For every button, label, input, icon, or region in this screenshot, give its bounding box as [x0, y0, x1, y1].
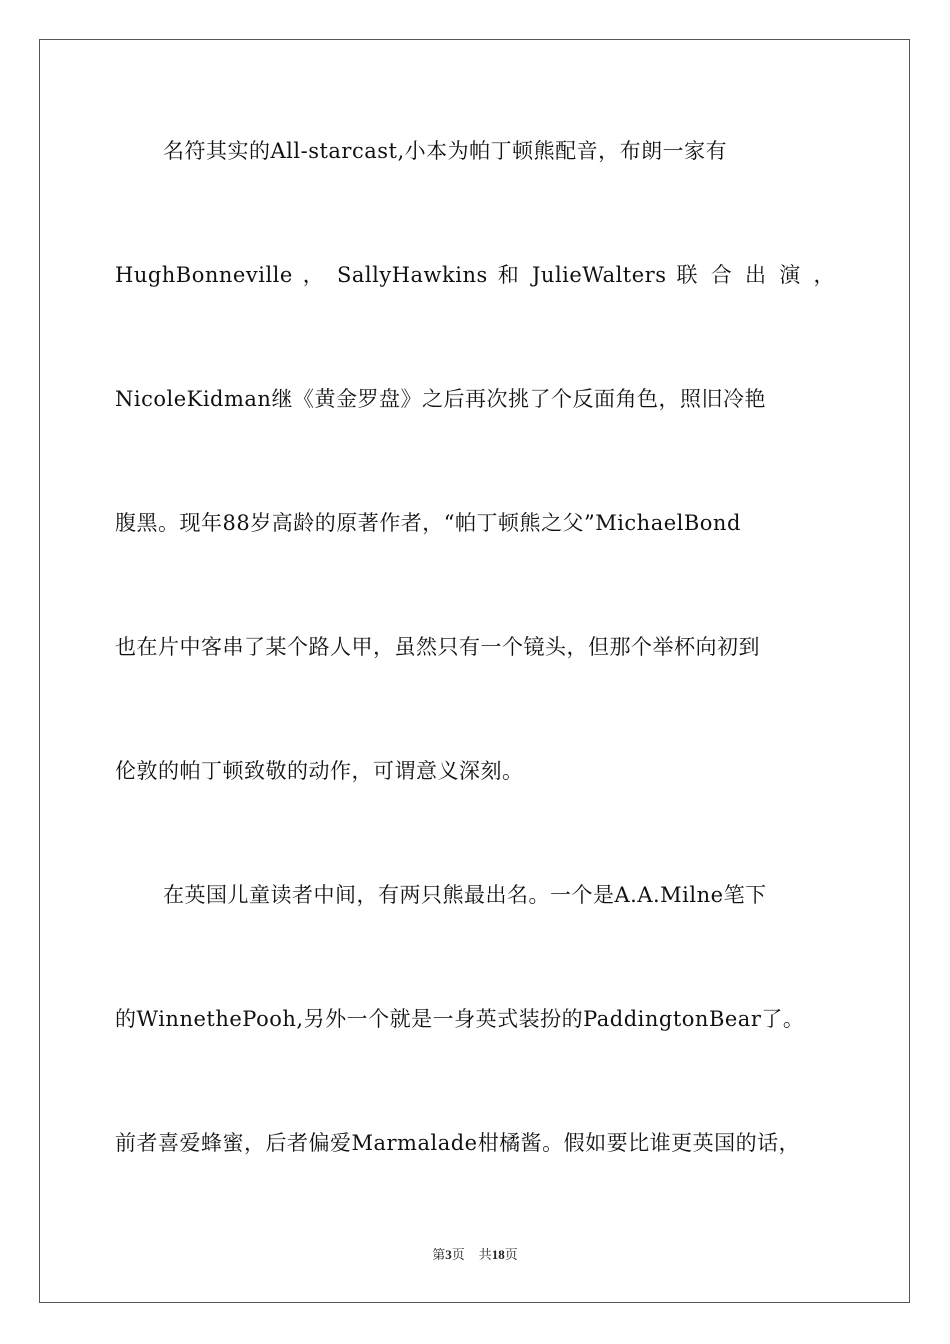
text-line: 伦敦的帕丁顿致敬的动作，可谓意义深刻。: [115, 759, 524, 783]
total-suffix: 页: [504, 1247, 518, 1262]
text-line: 的WinnethePooh,另外一个就是一身英式装扮的PaddingtonBear了。: [115, 1007, 805, 1031]
text-line: 腹黑。现年88岁高龄的原著作者，“帕丁顿熊之父”MichaelBond: [115, 511, 741, 535]
page-prefix: 第: [432, 1247, 446, 1262]
text-line: NicoleKidman继《黄金罗盘》之后再次挑了个反面角色，照旧冷艳: [115, 387, 766, 411]
page-border: [39, 39, 910, 1303]
page-number: 3: [445, 1247, 452, 1262]
page-footer: [0, 1246, 950, 1264]
total-prefix: 共: [478, 1247, 492, 1262]
page-suffix: 页: [451, 1247, 465, 1262]
text-line: 也在片中客串了某个路人甲，虽然只有一个镜头，但那个举杯向初到: [115, 635, 760, 659]
total-pages: 18: [491, 1247, 505, 1262]
text-line: HughBonneville ， SallyHawkins 和 JulieWalters 联 合 出 演 ，: [115, 263, 835, 287]
text-line: 在英国儿童读者中间，有两只熊最出名。一个是A.A.Milne笔下: [163, 883, 767, 907]
text-line: 前者喜爱蜂蜜，后者偏爱Marmalade柑橘酱。假如要比谁更英国的话，: [115, 1131, 801, 1155]
text-line: 名符其实的All-starcast,小本为帕丁顿熊配音，布朗一家有: [163, 139, 728, 163]
